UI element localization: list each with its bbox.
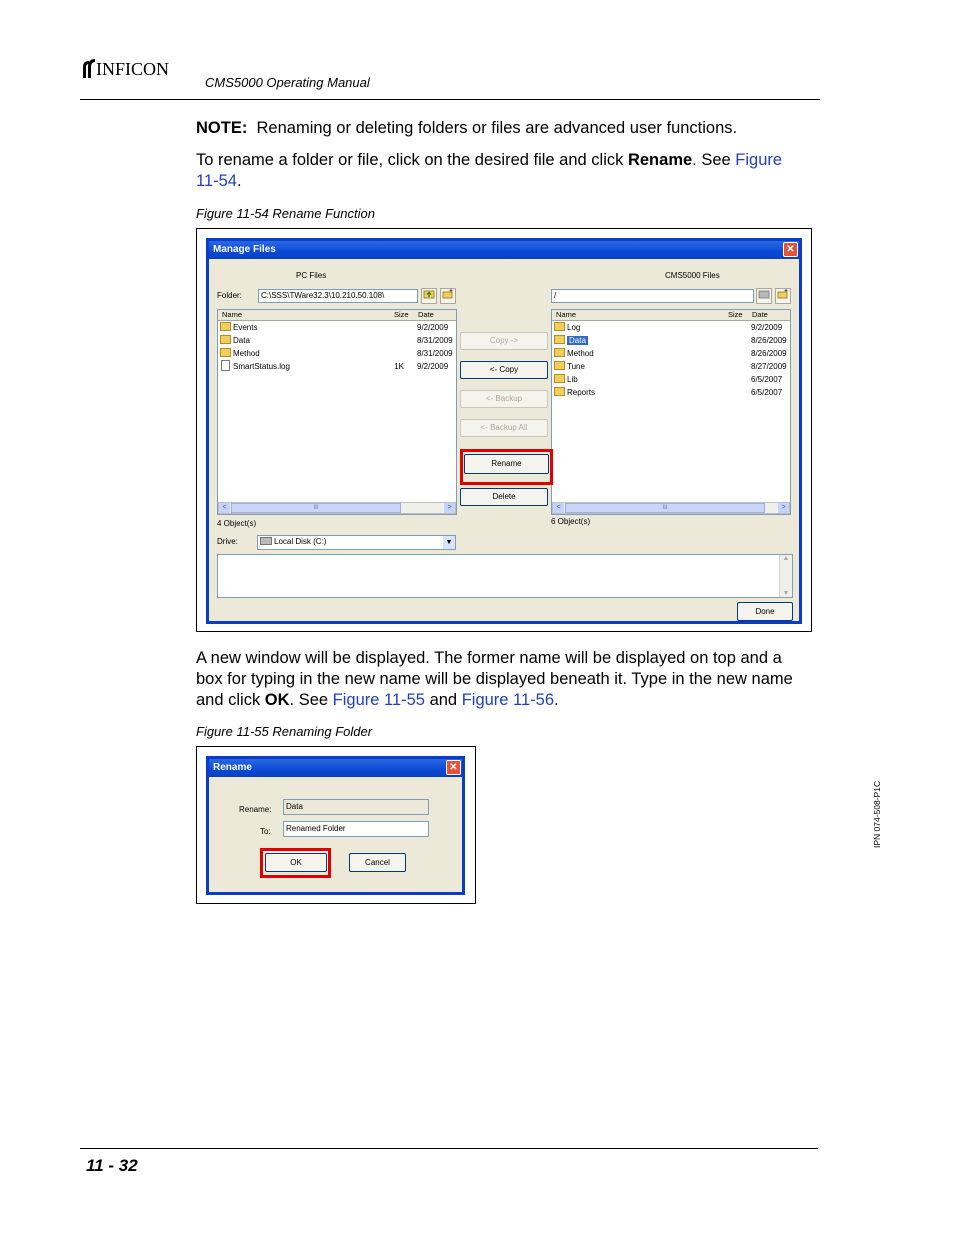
pc-files-label: PC Files bbox=[296, 271, 327, 280]
scroll-left-icon[interactable]: < bbox=[219, 503, 230, 513]
cms-files-label: CMS5000 Files bbox=[665, 271, 720, 280]
p2-line-1: A new window will be displayed. The former name will be displayed on top and a bbox=[196, 649, 782, 667]
pc-row-date: 8/31/2009 bbox=[417, 336, 453, 345]
folder-label: Folder: bbox=[217, 291, 242, 300]
cms-row-date: 9/2/2009 bbox=[751, 323, 783, 332]
rename-label: Rename: bbox=[239, 805, 272, 814]
manage-files-titlebar bbox=[209, 241, 799, 259]
logo-text: INFICON bbox=[96, 59, 170, 79]
folder-icon bbox=[554, 322, 565, 331]
pc-row[interactable] bbox=[218, 321, 456, 334]
copy-to-pc-button[interactable]: <- Copy bbox=[460, 361, 548, 379]
cms-row-name: Reports bbox=[567, 388, 596, 397]
cms-row[interactable] bbox=[552, 347, 790, 360]
inficon-logo-mark-icon bbox=[80, 58, 96, 78]
folder-icon bbox=[554, 374, 565, 383]
drive-select[interactable] bbox=[257, 535, 456, 550]
scroll-right-icon[interactable]: > bbox=[778, 503, 789, 513]
cms-list-header bbox=[552, 310, 790, 321]
new-folder-icon[interactable] bbox=[440, 288, 456, 304]
drive-label: Drive: bbox=[217, 537, 238, 546]
figure-11-54-caption: Figure 11-54 Rename Function bbox=[196, 206, 375, 221]
rename-dialog bbox=[206, 756, 465, 895]
pc-row[interactable] bbox=[218, 347, 456, 360]
pc-col-size[interactable]: Size bbox=[394, 310, 409, 319]
cms-col-size[interactable]: Size bbox=[728, 310, 743, 319]
folder-icon bbox=[220, 322, 231, 331]
figure-11-55-caption: Figure 11-55 Renaming Folder bbox=[196, 724, 373, 739]
copy-to-cms-button[interactable]: Copy -> bbox=[460, 332, 548, 350]
manage-files-window bbox=[206, 238, 802, 624]
folder-icon bbox=[554, 387, 565, 396]
folder-icon bbox=[220, 335, 231, 344]
cms-row-date: 8/27/2009 bbox=[751, 362, 787, 371]
pc-row-name: Method bbox=[233, 349, 260, 358]
pc-row-date: 9/2/2009 bbox=[417, 362, 449, 371]
header-rule bbox=[80, 99, 820, 100]
message-area bbox=[217, 554, 793, 598]
drive-value: Local Disk (C:) bbox=[274, 537, 327, 546]
cms-col-name[interactable]: Name bbox=[556, 310, 577, 319]
scroll-up-icon[interactable]: ▲ bbox=[782, 555, 790, 562]
scroll-right-icon[interactable]: > bbox=[444, 503, 455, 513]
p1-text-a: To rename a folder or file, click on the desired file and click bbox=[196, 151, 628, 169]
cms-row-date: 6/5/2007 bbox=[751, 375, 783, 384]
cms-file-list[interactable] bbox=[551, 309, 791, 515]
folder-icon bbox=[554, 348, 565, 357]
cms-row-date: 8/26/2009 bbox=[751, 336, 787, 345]
rename-instructions bbox=[196, 150, 816, 192]
p1-text-c: . bbox=[236, 172, 242, 190]
inficon-logo bbox=[80, 58, 169, 80]
p2-line-3-d: . bbox=[554, 691, 559, 709]
ok-button[interactable]: OK bbox=[265, 853, 327, 872]
note-text: Renaming or deleting folders or files are advanced user functions. bbox=[256, 119, 738, 137]
cms-scroll-thumb[interactable]: III bbox=[565, 503, 765, 513]
new-window-paragraph bbox=[196, 648, 826, 711]
note-paragraph bbox=[196, 118, 816, 139]
done-button[interactable]: Done bbox=[737, 602, 793, 621]
pc-row-name: SmartStatus.log bbox=[233, 362, 290, 371]
cms-row-name: Data bbox=[569, 336, 586, 345]
cms-row-name: Lib bbox=[567, 375, 578, 384]
pc-row[interactable] bbox=[218, 334, 456, 347]
pc-row[interactable] bbox=[218, 360, 456, 373]
manage-files-title: Manage Files bbox=[213, 244, 276, 255]
footer-rule bbox=[80, 1148, 818, 1149]
pc-col-name[interactable]: Name bbox=[222, 310, 243, 319]
figure-11-54-link[interactable]: Figure bbox=[735, 151, 783, 169]
backup-all-button[interactable]: <- Backup All bbox=[460, 419, 548, 437]
to-label: To: bbox=[260, 827, 271, 836]
cms-rows bbox=[552, 321, 790, 399]
p1-text-b: . See bbox=[692, 151, 736, 169]
cancel-button[interactable]: Cancel bbox=[349, 853, 406, 872]
cms-row[interactable] bbox=[552, 386, 790, 399]
figure-11-56-link[interactable]: Figure 11-56 bbox=[461, 691, 555, 709]
scroll-left-icon[interactable]: < bbox=[553, 503, 564, 513]
backup-button[interactable]: <- Backup bbox=[460, 390, 548, 408]
new-name-input[interactable]: Renamed Folder bbox=[283, 821, 429, 837]
rename-titlebar bbox=[209, 759, 462, 777]
p2-bold-ok: OK bbox=[264, 691, 290, 709]
p2-line-3-c: and bbox=[425, 691, 462, 709]
cms-new-folder-icon[interactable] bbox=[775, 288, 791, 304]
pc-list-hscrollbar[interactable] bbox=[218, 502, 456, 514]
cms-row-date: 8/26/2009 bbox=[751, 349, 787, 358]
rename-button[interactable]: Rename bbox=[464, 454, 549, 474]
cms-row[interactable] bbox=[552, 334, 790, 347]
close-icon[interactable]: ✕ bbox=[783, 242, 798, 257]
cms-row[interactable] bbox=[552, 321, 790, 334]
cms-row[interactable] bbox=[552, 373, 790, 386]
rename-title: Rename bbox=[213, 762, 252, 773]
folder-icon bbox=[220, 348, 231, 357]
pc-scroll-thumb[interactable]: III bbox=[231, 503, 401, 513]
disk-drive-icon bbox=[260, 537, 272, 545]
folder-icon bbox=[554, 335, 565, 344]
folder-icon bbox=[554, 361, 565, 370]
pc-object-count: 4 Object(s) bbox=[217, 519, 257, 528]
chevron-down-icon[interactable]: ▼ bbox=[443, 536, 455, 549]
folder-up-icon[interactable] bbox=[421, 288, 437, 304]
manual-title: CMS5000 Operating Manual bbox=[205, 75, 370, 90]
cms-folder-path-field[interactable]: / bbox=[551, 289, 754, 303]
figure-11-54-frame bbox=[196, 228, 812, 632]
page-number: 11 - 32 bbox=[86, 1156, 138, 1175]
cms-col-date[interactable]: Date bbox=[752, 310, 768, 319]
p2-line-3-b: . See bbox=[289, 691, 333, 709]
pc-file-list[interactable] bbox=[217, 309, 457, 515]
cms-row-name: Method bbox=[567, 349, 594, 358]
pc-list-header bbox=[218, 310, 456, 321]
pc-folder-path-field[interactable]: C:\SSS\TWare32.3\10.210.50.108\ bbox=[258, 289, 418, 303]
delete-button[interactable]: Delete bbox=[460, 488, 548, 506]
cms-folder-icon[interactable] bbox=[756, 288, 772, 304]
close-icon[interactable]: ✕ bbox=[446, 760, 461, 775]
cms-row[interactable] bbox=[552, 360, 790, 373]
figure-11-54-link-cont[interactable]: 11-54 bbox=[196, 172, 237, 190]
old-name-field: Data bbox=[283, 799, 429, 815]
cms-list-hscrollbar[interactable] bbox=[552, 502, 790, 514]
note-label: NOTE: bbox=[196, 119, 248, 137]
pc-row-name: Events bbox=[233, 323, 258, 332]
figure-11-55-link[interactable]: Figure 11-55 bbox=[332, 691, 425, 709]
p2-line-2: box for typing in the new name will be displayed beneath it. Type in the new name bbox=[196, 670, 793, 688]
pc-row-date: 8/31/2009 bbox=[417, 349, 453, 358]
cms-row-name: Tune bbox=[567, 362, 585, 371]
cms-row-date: 6/5/2007 bbox=[751, 388, 783, 397]
p2-line-3-a: and click bbox=[196, 691, 265, 709]
pc-col-date[interactable]: Date bbox=[418, 310, 434, 319]
pc-rows bbox=[218, 321, 456, 373]
message-vscrollbar[interactable] bbox=[779, 555, 792, 597]
ipn-side-text: IPN 074-508-P1C bbox=[872, 780, 882, 848]
file-icon bbox=[221, 360, 230, 371]
p1-bold-rename: Rename bbox=[627, 151, 693, 169]
pc-row-name: Data bbox=[233, 336, 250, 345]
pc-row-date: 9/2/2009 bbox=[417, 323, 449, 332]
scroll-down-icon[interactable]: ▼ bbox=[782, 590, 790, 597]
cms-row-name: Log bbox=[567, 323, 581, 332]
cms-object-count: 6 Object(s) bbox=[551, 517, 591, 526]
pc-row-size: 1K bbox=[394, 362, 404, 371]
figure-11-55-frame bbox=[196, 746, 476, 904]
